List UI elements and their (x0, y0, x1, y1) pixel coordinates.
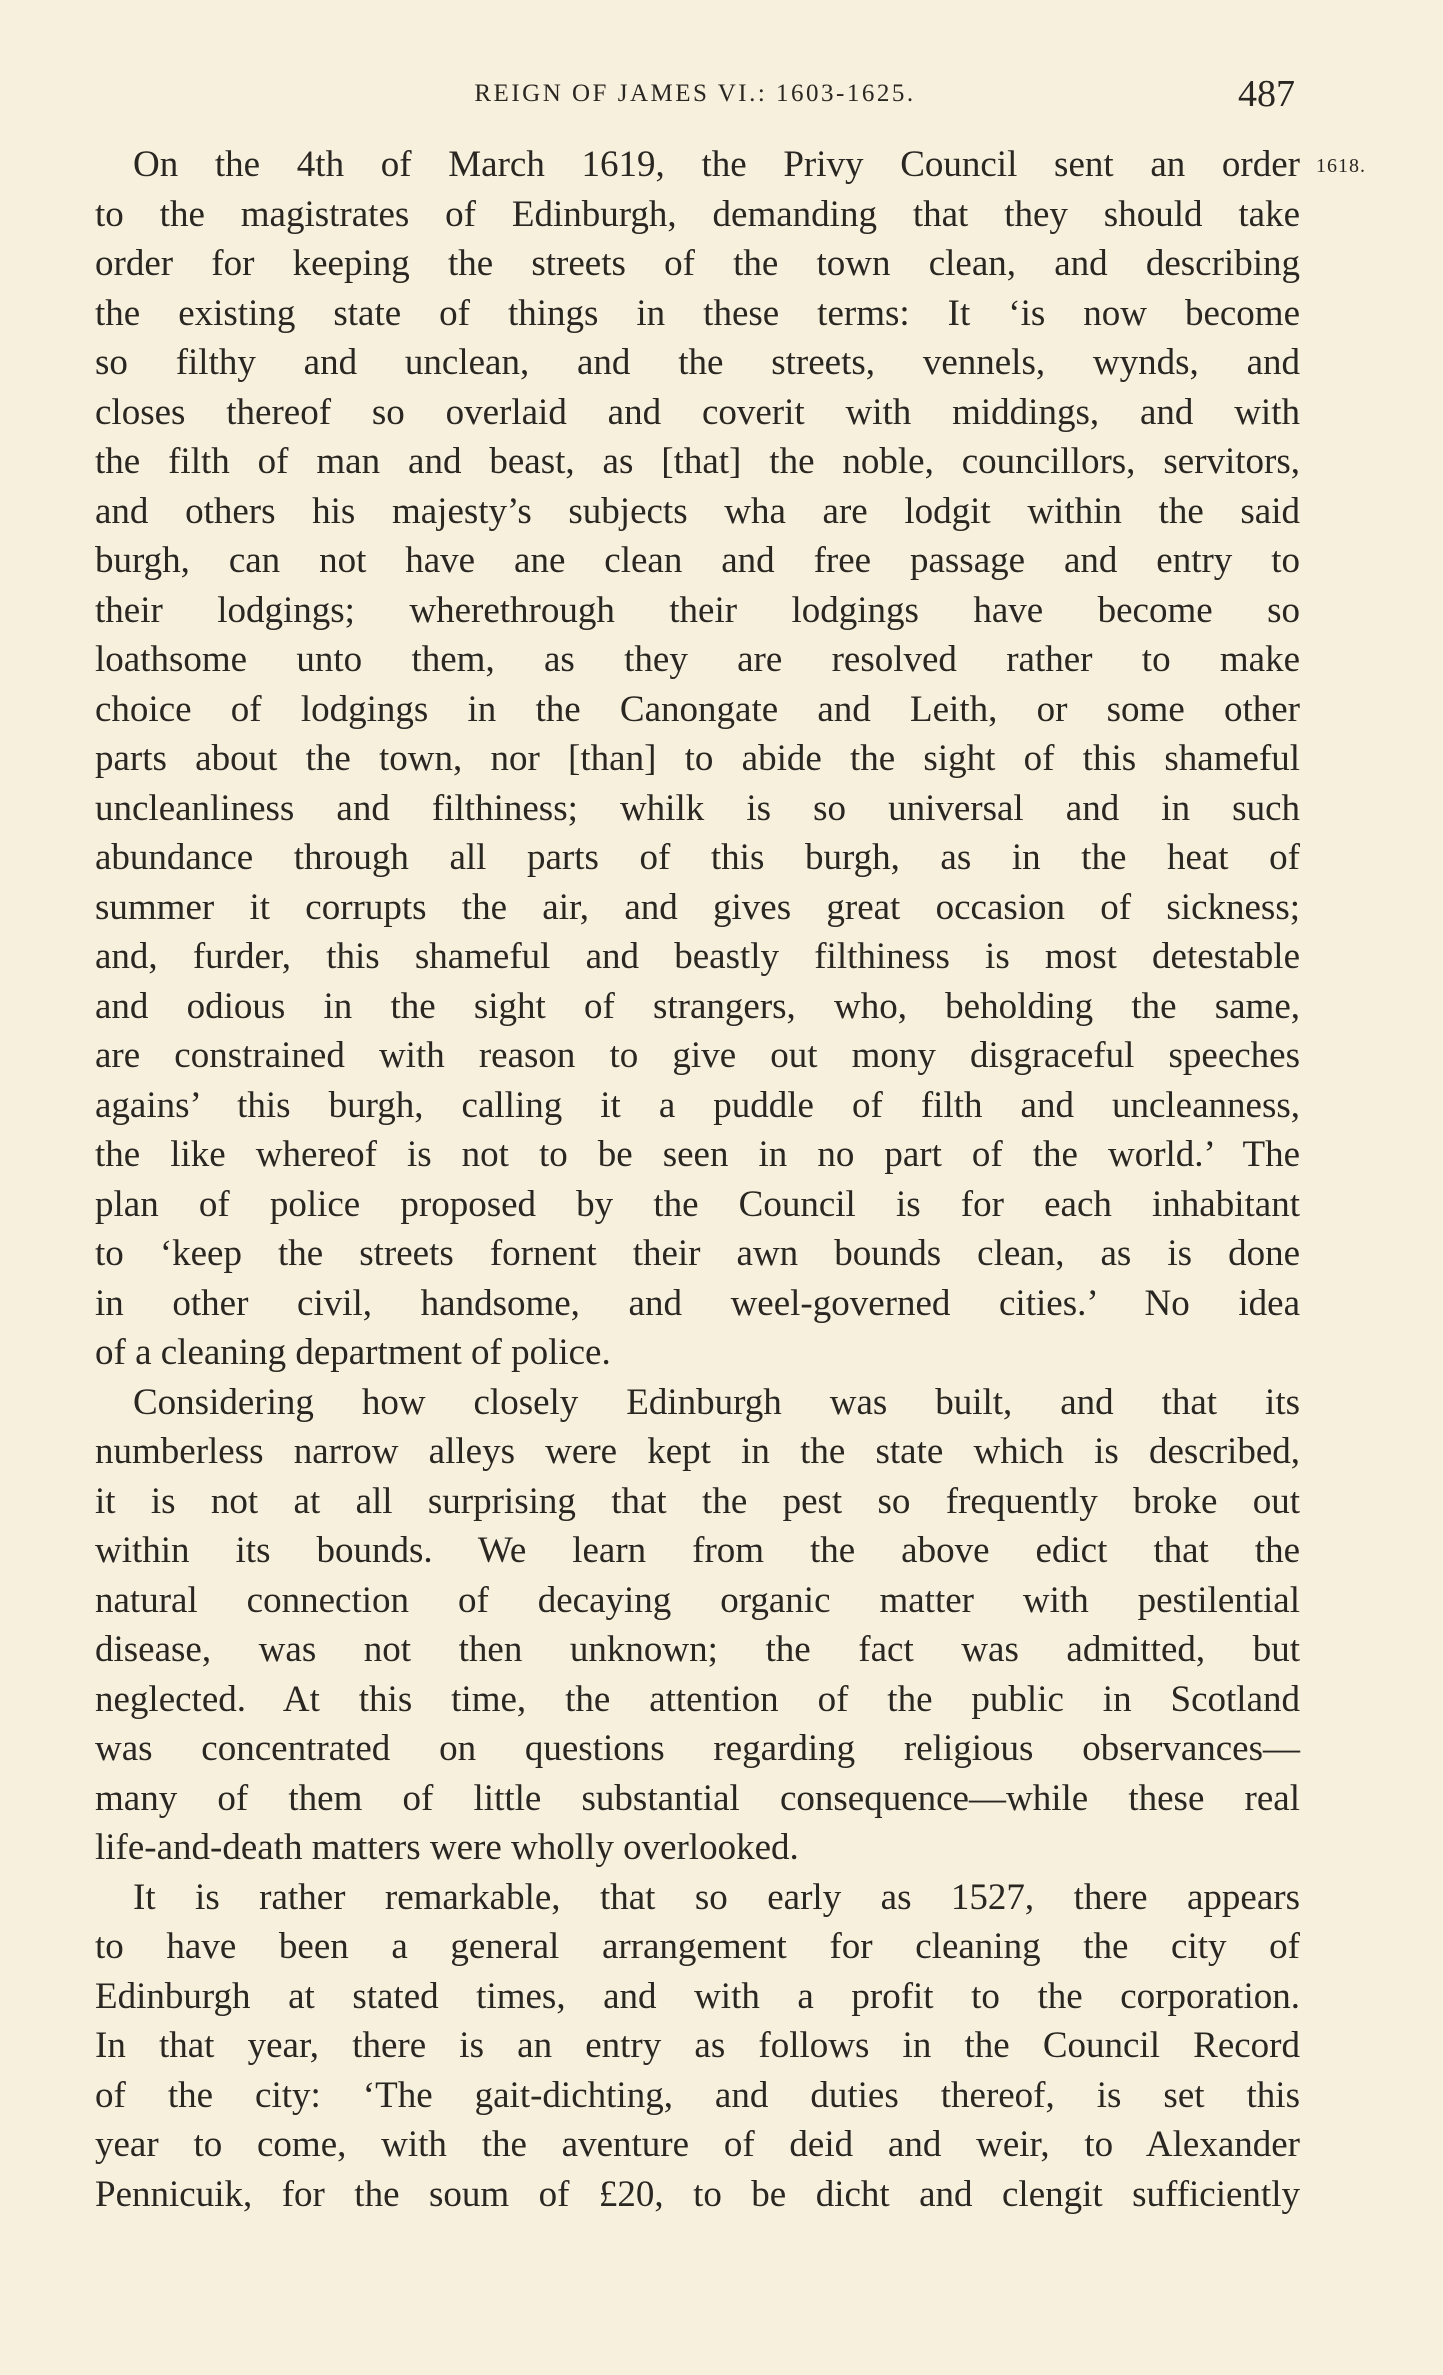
text-line: and others his majesty’s subjects wha are lodgit within the said (95, 490, 1300, 532)
text-line: choice of lodgings in the Canongate and Leith, or some other (95, 688, 1300, 730)
text-line: of the city: ‘The gait-dichting, and duties thereof, is set this (95, 2074, 1300, 2116)
running-title: REIGN OF JAMES VI.: 1603-1625. (474, 80, 916, 107)
text-line: the existing state of things in these terms: It ‘is now become (95, 292, 1300, 334)
text-line: was concentrated on questions regarding religious observances— (95, 1728, 1300, 1769)
text-line: within its bounds. We learn from the above edict that the (95, 1530, 1300, 1571)
text-line: agains’ this burgh, calling it a puddle of filth and uncleanness, (95, 1084, 1300, 1126)
text-line: Edinburgh at stated times, and with a profit to the corporation. (95, 1975, 1300, 2017)
text-line: their lodgings; wherethrough their lodgings have become so (95, 589, 1300, 631)
text-line: the filth of man and beast, as [that] the noble, councillors, servitors, (95, 441, 1300, 482)
text-line: In that year, there is an entry as follows in the Council Record (95, 2025, 1300, 2066)
text-line: to the magistrates of Edinburgh, demanding that they should take (95, 193, 1300, 235)
text-line: Pennicuik, for the soum of £20, to be dicht and clengit sufficiently (95, 2173, 1300, 2215)
text-line: and odious in the sight of strangers, who, beholding the same, (95, 985, 1300, 1027)
text-line: to ‘keep the streets fornent their awn bounds clean, as is done (95, 1233, 1300, 1274)
text-line: natural connection of decaying organic matter with pestilential (95, 1579, 1300, 1621)
text-line: and, furder, this shameful and beastly filthiness is most detestable (95, 936, 1300, 977)
text-line: the like whereof is not to be seen in no part of the world.’ The (95, 1134, 1300, 1175)
text-line: numberless narrow alleys were kept in the state which is described, (95, 1431, 1300, 1472)
text-line: Considering how closely Edinburgh was built, and that its (133, 1381, 1300, 1423)
margin-date-note: 1618. (1316, 155, 1366, 177)
text-line: plan of police proposed by the Council is for each inhabitant (95, 1183, 1300, 1225)
text-line: uncleanliness and filthiness; whilk is so universal and in such (95, 787, 1300, 829)
text-line: year to come, with the aventure of deid and weir, to Alexander (95, 2124, 1300, 2165)
text-line: summer it corrupts the air, and gives great occasion of sickness; (95, 886, 1300, 928)
text-line: so filthy and unclean, and the streets, vennels, wynds, and (95, 342, 1300, 383)
text-line: life-and-death matters were wholly overlooked. (95, 1827, 799, 1868)
text-line: neglected. At this time, the attention of the public in Scotland (95, 1678, 1300, 1720)
text-line: On the 4th of March 1619, the Privy Council sent an order (133, 144, 1300, 185)
text-line: disease, was not then unknown; the fact was admitted, but (95, 1629, 1300, 1670)
body-text (95, 140, 1300, 2219)
running-head (95, 72, 1295, 116)
text-line: burgh, can not have ane clean and free passage and entry to (95, 540, 1300, 581)
text-line: to have been a general arrangement for cleaning the city of (95, 1926, 1300, 1967)
text-line: closes thereof so overlaid and coverit with middings, and with (95, 391, 1300, 433)
text-line: loathsome unto them, as they are resolved rather to make (95, 639, 1300, 680)
text-line: abundance through all parts of this burgh, as in the heat of (95, 837, 1300, 878)
text-line: in other civil, handsome, and weel-governed cities.’ No idea (95, 1282, 1300, 1324)
text-line: It is rather remarkable, that so early as 1527, there appears (133, 1876, 1300, 1918)
text-line: parts about the town, nor [than] to abide the sight of this shameful (95, 738, 1300, 779)
text-line: it is not at all surprising that the pest so frequently broke out (95, 1480, 1300, 1522)
text-line: order for keeping the streets of the town clean, and describing (95, 243, 1300, 284)
page-number: 487 (1238, 73, 1295, 115)
text-line: of a cleaning department of police. (95, 1332, 611, 1373)
text-line: are constrained with reason to give out mony disgraceful speeches (95, 1035, 1300, 1076)
text-line: many of them of little substantial consequence—while these real (95, 1777, 1300, 1819)
